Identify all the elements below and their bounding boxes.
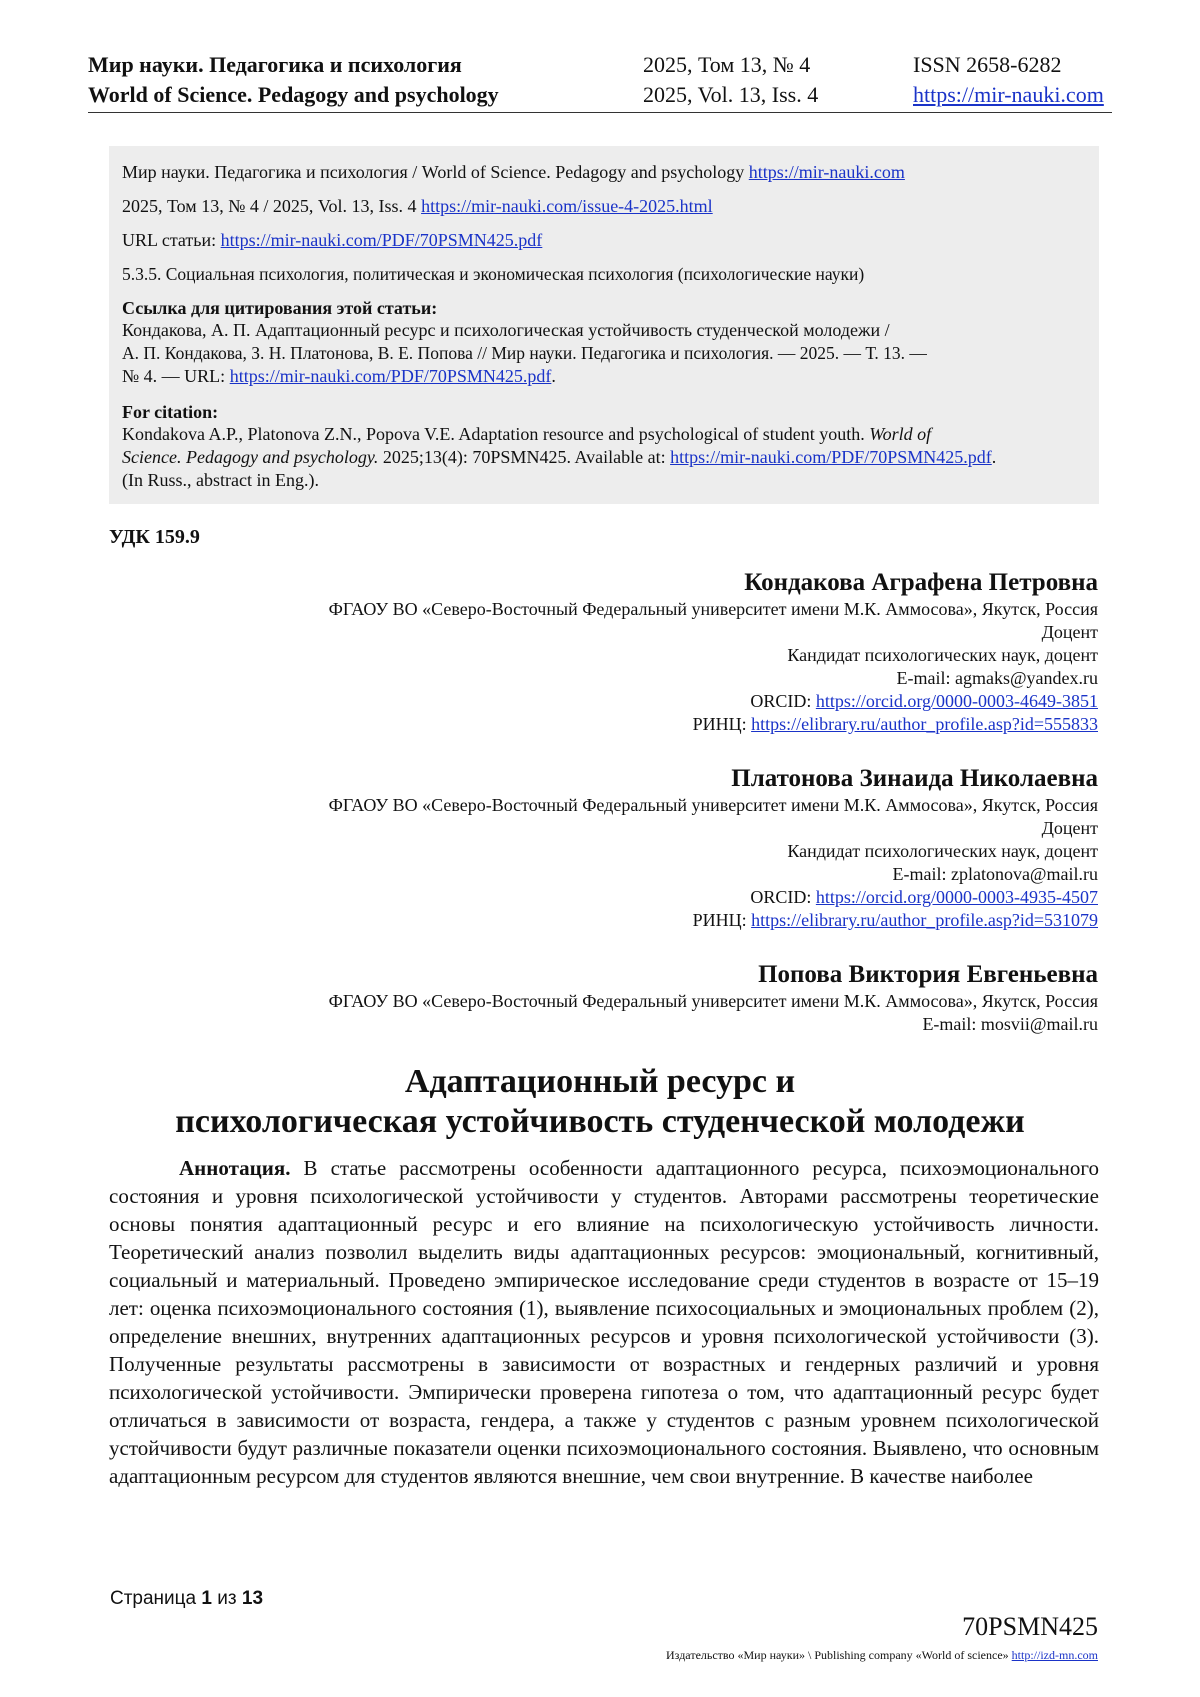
issn: ISSN 2658-6282: [913, 52, 1062, 77]
page-label: Страница: [110, 1588, 197, 1609]
cite-ru-line-3: № 4. — URL: https://mir-nauki.com/PDF/70PSMN425.pdf.: [122, 366, 556, 386]
orcid-link[interactable]: https://orcid.org/0000-0003-4649-3851: [815, 691, 1098, 711]
publisher-link[interactable]: http://izd-mn.com: [1011, 1648, 1098, 1662]
author-degree: Кандидат психологических наук, доцент: [787, 645, 1098, 665]
cite-ru-line-1: Кондакова, А. П. Адаптационный ресурс и психологическая устойчивость студенческой молодежи /: [122, 320, 890, 340]
page-total: 13: [241, 1588, 264, 1609]
cite-en-line-3: (In Russ., abstract in Eng.).: [122, 470, 319, 490]
cite-en-line-1-text: Kondakova A.P., Platonova Z.N., Popova V.E. Adaptation resource and psychological of student youth.: [122, 424, 865, 444]
author-affiliation: ФГАОУ ВО «Северо-Восточный Федеральный университет имени М.К. Аммосова», Якутск, Россия: [328, 599, 1098, 619]
infobox-journal-line: [122, 160, 905, 184]
author-email: E-mail: zplatonova@mail.ru: [892, 864, 1098, 884]
running-header: [88, 50, 1112, 113]
rinc-label: РИНЦ:: [692, 714, 747, 734]
abstract-lead: Аннотация.: [179, 1156, 291, 1180]
issn-block: [913, 50, 1104, 110]
infobox-journal-text: Мир науки. Педагогика и психология / World of Science. Pedagogy and psychology: [122, 162, 745, 182]
author-affiliation: ФГАОУ ВО «Северо-Восточный Федеральный университет имени М.К. Аммосова», Якутск, Россия: [328, 991, 1098, 1011]
cite-en-line-2-italic: Science. Pedagogy and psychology.: [122, 447, 379, 467]
article-title: [0, 1062, 1200, 1142]
abstract: [109, 1154, 1099, 1490]
cite-en-url-link[interactable]: https://mir-nauki.com/PDF/70PSMN425.pdf: [670, 447, 992, 467]
infobox-url-line: [122, 228, 542, 252]
cite-en-heading: For citation:: [122, 402, 219, 422]
author-name: Платонова Зинаида Николаевна: [731, 765, 1098, 792]
infobox-issue-line: [122, 194, 713, 218]
author-email: E-mail: mosvii@mail.ru: [922, 1014, 1098, 1034]
cite-en-line-2-text: 2025;13(4): 70PSMN425. Available at:: [382, 447, 666, 467]
author-position: Доцент: [1041, 622, 1098, 642]
issue-ru: 2025, Том 13, № 4: [643, 52, 811, 77]
author-affiliation: ФГАОУ ВО «Северо-Восточный Федеральный университет имени М.К. Аммосова», Якутск, Россия: [328, 795, 1098, 815]
page-number: [110, 1588, 263, 1610]
author-block-3: [329, 960, 1098, 1036]
page-of: из: [217, 1588, 237, 1609]
article-title-line-1: Адаптационный ресурс и: [404, 1063, 796, 1100]
cite-ru-line-2: А. П. Кондакова, З. Н. Платонова, В. Е. Попова // Мир науки. Педагогика и психология. — 2025. — Т. 13. —: [122, 343, 927, 363]
rinc-link[interactable]: https://elibrary.ru/author_profile.asp?id=555833: [751, 714, 1098, 734]
journal-title-block: [88, 50, 499, 110]
rinc-label: РИНЦ:: [692, 910, 747, 930]
author-rinc: [329, 909, 1098, 932]
udk-code: УДК 159.9: [109, 526, 200, 548]
cite-en-line-1: [122, 422, 931, 446]
infobox-issue-link[interactable]: https://mir-nauki.com/issue-4-2025.html: [421, 196, 713, 216]
article-code: 70PSMN425: [962, 1612, 1098, 1641]
author-orcid: [329, 886, 1098, 909]
author-email: E-mail: agmaks@yandex.ru: [896, 668, 1098, 688]
publisher-line: [666, 1648, 1098, 1663]
orcid-label: ORCID:: [750, 691, 812, 711]
infobox-article-url-link[interactable]: https://mir-nauki.com/PDF/70PSMN425.pdf: [220, 230, 543, 250]
author-block-1: [329, 568, 1098, 736]
infobox-url-label: URL статьи:: [122, 230, 217, 250]
cite-ru-line-3-text: № 4. — URL:: [122, 366, 226, 386]
citation-info-box: [109, 146, 1099, 504]
page-current: 1: [201, 1588, 212, 1609]
journal-site-link[interactable]: https://mir-nauki.com: [913, 82, 1104, 107]
cite-en-line-2: Science. Pedagogy and psychology. 2025;13(4): 70PSMN425. Available at: https://mir-nauki.com/PDF/70PSMN425.pdf.: [122, 447, 997, 467]
cite-en-line-1-italic: World of: [869, 424, 932, 444]
publisher-text: Издательство «Мир науки» \ Publishing company «World of science»: [666, 1648, 1009, 1662]
article-title-line-2: психологическая устойчивость студенческой молодежи: [175, 1103, 1025, 1140]
author-position: Доцент: [1041, 818, 1098, 838]
author-block-2: [329, 764, 1098, 932]
issue-block: [643, 50, 818, 110]
abstract-text: В статье рассмотрены особенности адаптационного ресурса, психоэмоционального состояния и уровня психологической устойчивости у студентов. Авторами рассмотрены теоретические основы понятия адаптационный ресурс и его влияние на психологическую устойчивость личности. Теоретический анализ позволил выделить виды адаптационных ресурсов: эмоциональный, когнитивный, социальный и материальный. Проведено эмпирическое исследование среди студентов в возрасте от 15–19 лет: оценка психоэмоционального состояния (1), выявление психосоциальных и эмоциональных проблем (2), определение внешних, внутренних адаптационных ресурсов и уровня психологической устойчивости (3). Полученные результаты рассмотрены в зависимости от возрастных и гендерных различий и уровня психологической устойчивости. Эмпирически проверена гипотеза о том, что адаптационный ресурс будет отличаться в зависимости от возраста, гендера, а также у студентов с разным уровнем психологической устойчивости будут различные показатели оценки психоэмоционального состояния. Выявлено, что основным адаптационным ресурсом для студентов являются внешние, чем свои внутренние. В качестве наиболее: [109, 1156, 1099, 1488]
issue-en: 2025, Vol. 13, Iss. 4: [643, 82, 819, 107]
cite-ru-heading: Ссылка для цитирования этой статьи:: [122, 298, 438, 318]
orcid-link[interactable]: https://orcid.org/0000-0003-4935-4507: [815, 887, 1098, 907]
author-degree: Кандидат психологических наук, доцент: [787, 841, 1098, 861]
author-name: Кондакова Аграфена Петровна: [744, 569, 1098, 596]
infobox-journal-link[interactable]: https://mir-nauki.com: [748, 162, 905, 182]
journal-title-en: World of Science. Pedagogy and psychology: [88, 82, 499, 107]
author-orcid: [329, 690, 1098, 713]
orcid-label: ORCID:: [750, 887, 812, 907]
journal-title-ru: Мир науки. Педагогика и психология: [88, 52, 462, 77]
author-name: Попова Виктория Евгеньевна: [758, 961, 1098, 988]
author-rinc: [329, 713, 1098, 736]
cite-ru-url-link[interactable]: https://mir-nauki.com/PDF/70PSMN425.pdf: [229, 366, 552, 386]
infobox-specialty: 5.3.5. Социальная психология, политическая и экономическая психология (психологические науки): [122, 264, 865, 284]
rinc-link[interactable]: https://elibrary.ru/author_profile.asp?id=531079: [751, 910, 1098, 930]
infobox-issue-text: 2025, Том 13, № 4 / 2025, Vol. 13, Iss. 4: [122, 196, 417, 216]
